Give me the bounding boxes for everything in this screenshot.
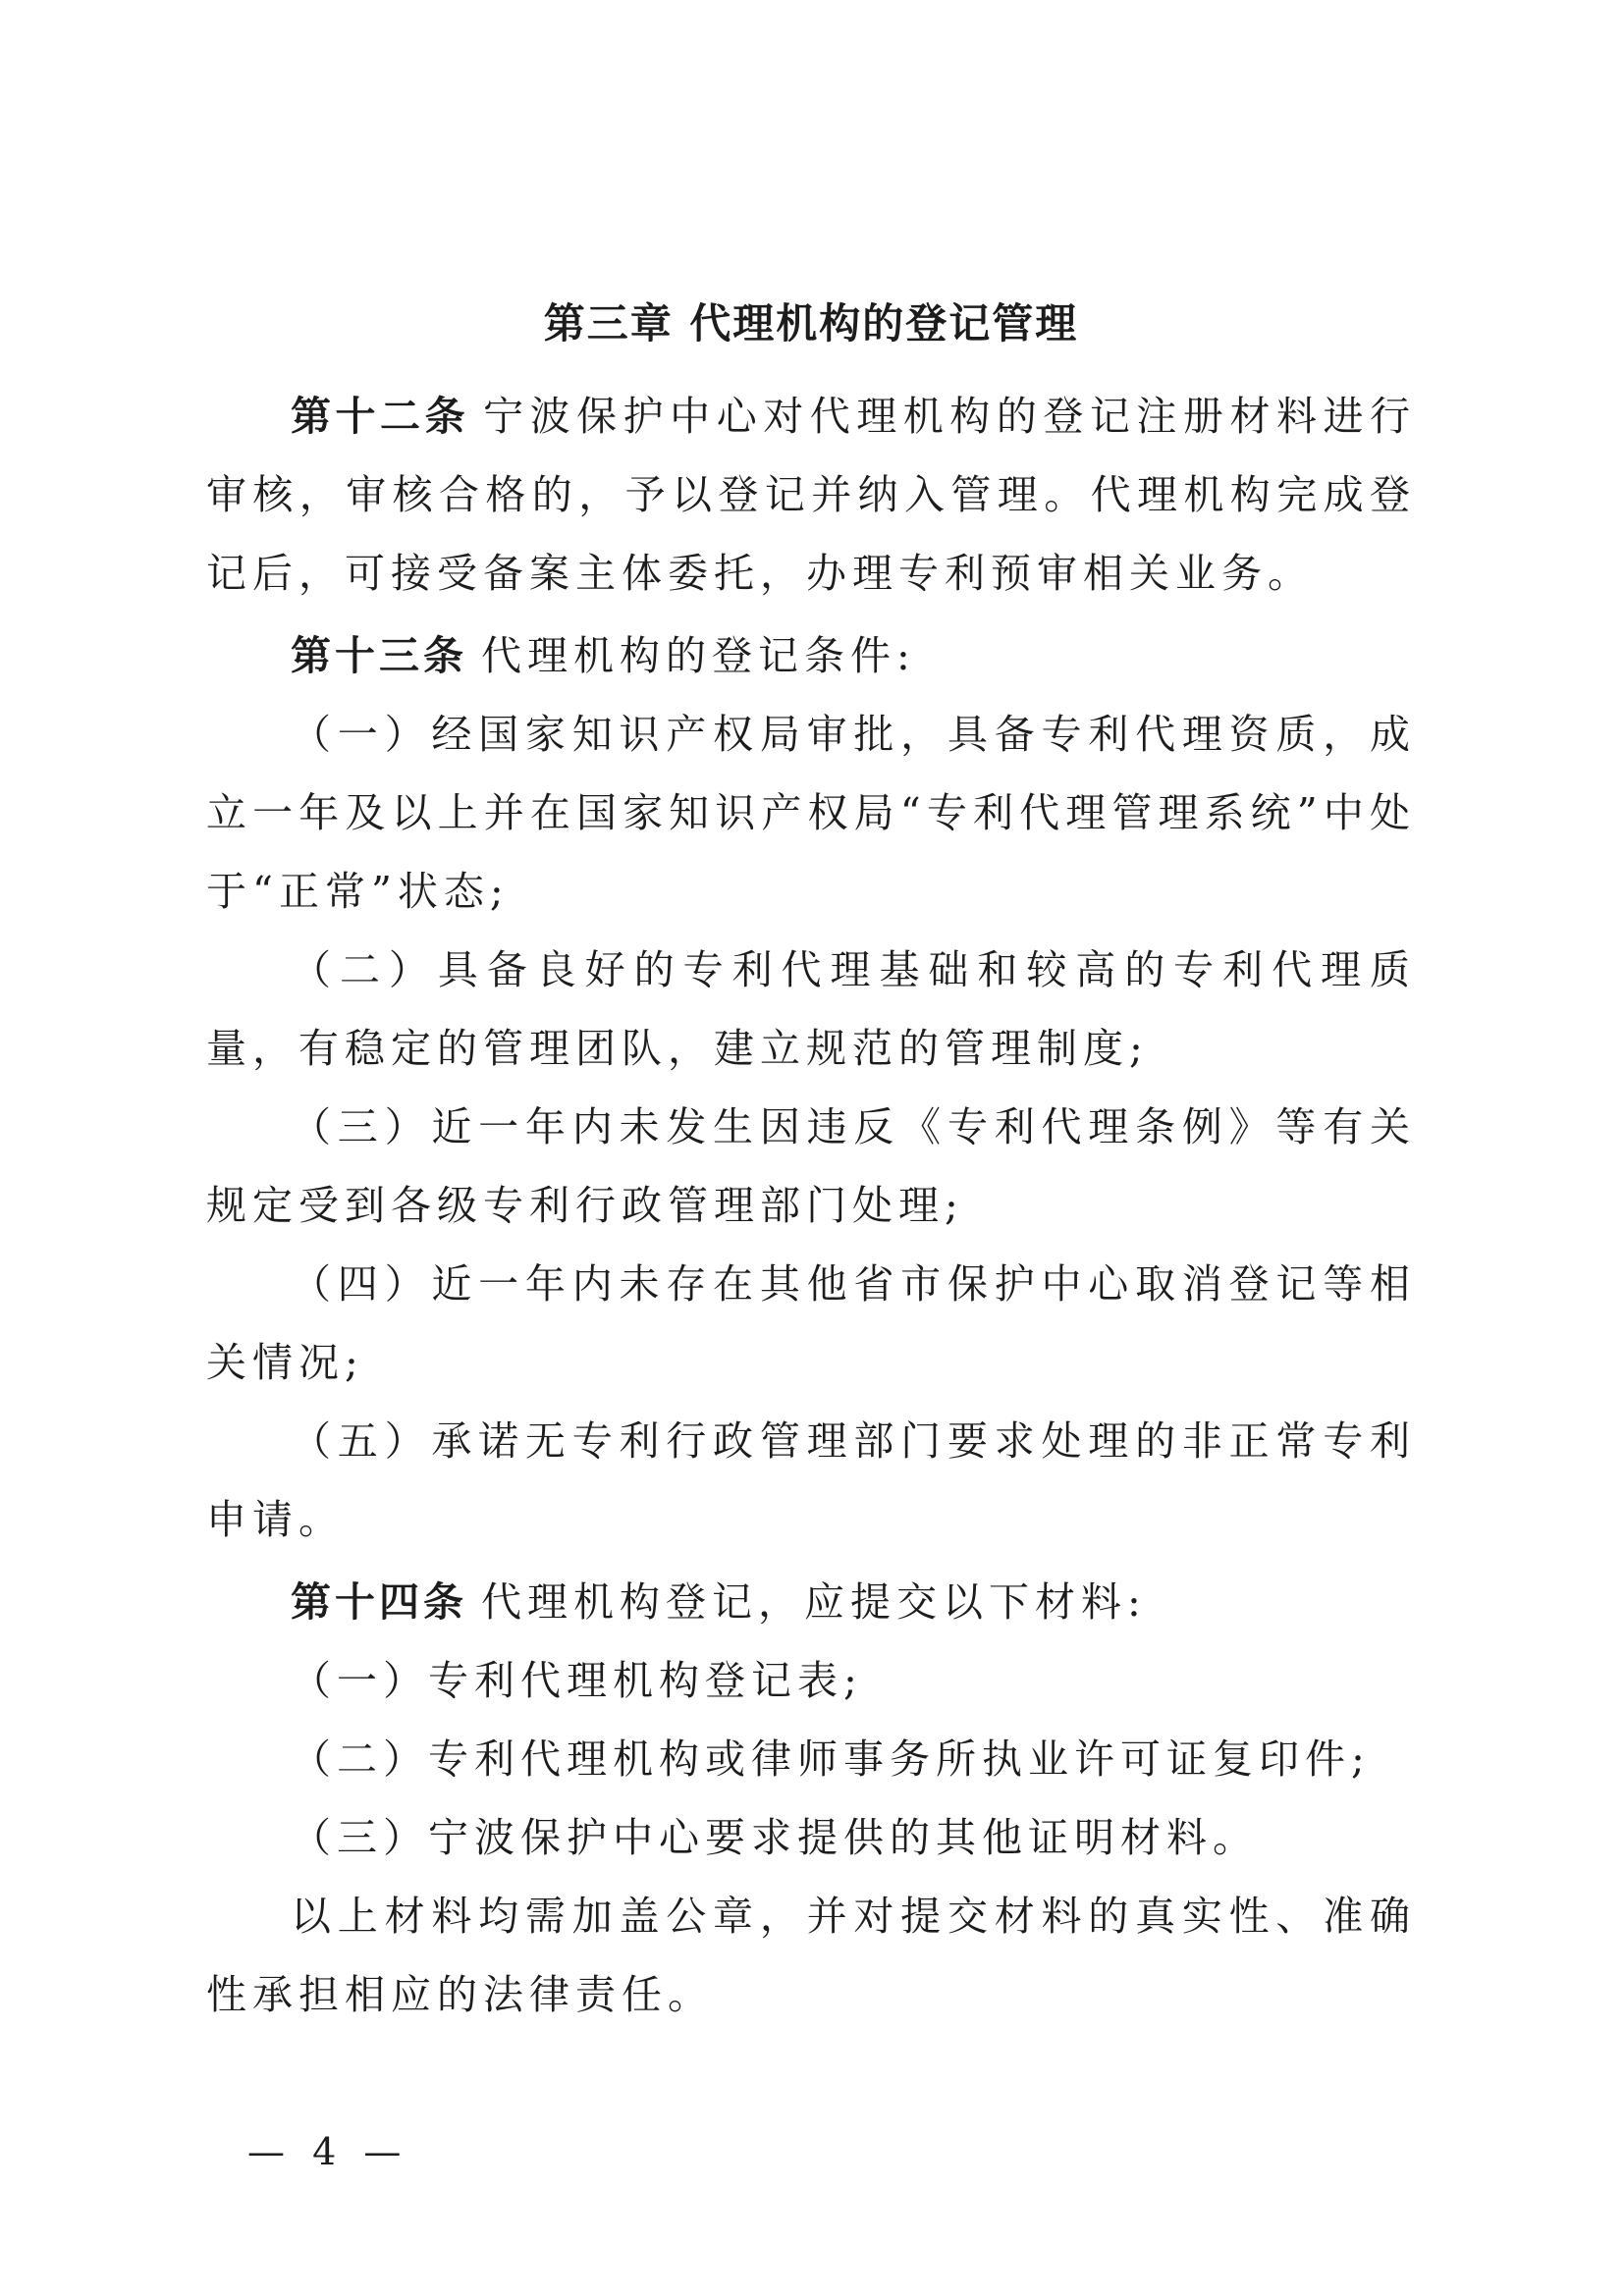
article-14-item-2 <box>206 1720 1416 1798</box>
article-13-item-1: （一）经国家知识产权局审批，具备专利代理资质，成立一年及以上并在国家知识产权局“专利代理管理系统”中处于“正常”状态; <box>206 711 1416 915</box>
article-14-item-3-text: 宁波保护中心要求提供的其他证明材料。 <box>428 1814 1259 1861</box>
page-number: — 4 — <box>247 2130 409 2173</box>
article-13-item-3: （三）近一年内未发生因违反《专利代理条例》等有关规定受到各级专利行政管理部门处理; <box>206 1103 1416 1229</box>
article-14-item-3 <box>206 1798 1416 1877</box>
article-14-closing: 以上材料均需加盖公章，并对提交材料的真实性、准确性承担相应的法律责任。 <box>206 1893 1416 2018</box>
article-12-number: 第十二条 <box>291 393 470 440</box>
article-13 <box>206 616 1416 695</box>
article-14-item-1-text: 专利代理机构登记表; <box>428 1657 863 1704</box>
article-13-text: 代理机构的登记条件: <box>481 632 916 679</box>
document-page <box>206 294 1416 2034</box>
article-14-text: 代理机构登记，应提交以下材料: <box>481 1578 1147 1626</box>
article-13-item-5: （五）承诺无专利行政管理部门要求处理的非正常专利申请。 <box>206 1417 1416 1543</box>
article-14-item-1 <box>206 1641 1416 1720</box>
article-14-item-3-number: （三） <box>291 1814 429 1861</box>
chapter-title: 第三章 代理机构的登记管理 <box>543 299 1079 347</box>
article-13-item-2: （二）具备良好的专利代理基础和较高的专利代理质量，有稳定的管理团队，建立规范的管理制度; <box>206 946 1416 1072</box>
article-12 <box>206 377 1416 613</box>
article-13-number: 第十三条 <box>291 632 467 679</box>
article-14-item-2-text: 专利代理机构或律师事务所执业许可证复印件; <box>428 1735 1371 1783</box>
article-14-number: 第十四条 <box>291 1578 467 1626</box>
article-14-item-2-number: （二） <box>291 1735 429 1783</box>
article-12-text: 宁波保护中心对代理机构的登记注册材料进行审核，审核合格的，予以登记并纳入管理。代理机构完成登记后，可接受备案主体委托，办理专利预审相关业务。 <box>206 393 1417 597</box>
article-14-item-1-number: （一） <box>291 1657 429 1704</box>
article-13-item-4: （四）近一年内未存在其他省市保护中心取消登记等相关情况; <box>206 1260 1416 1386</box>
article-14 <box>206 1563 1416 1641</box>
